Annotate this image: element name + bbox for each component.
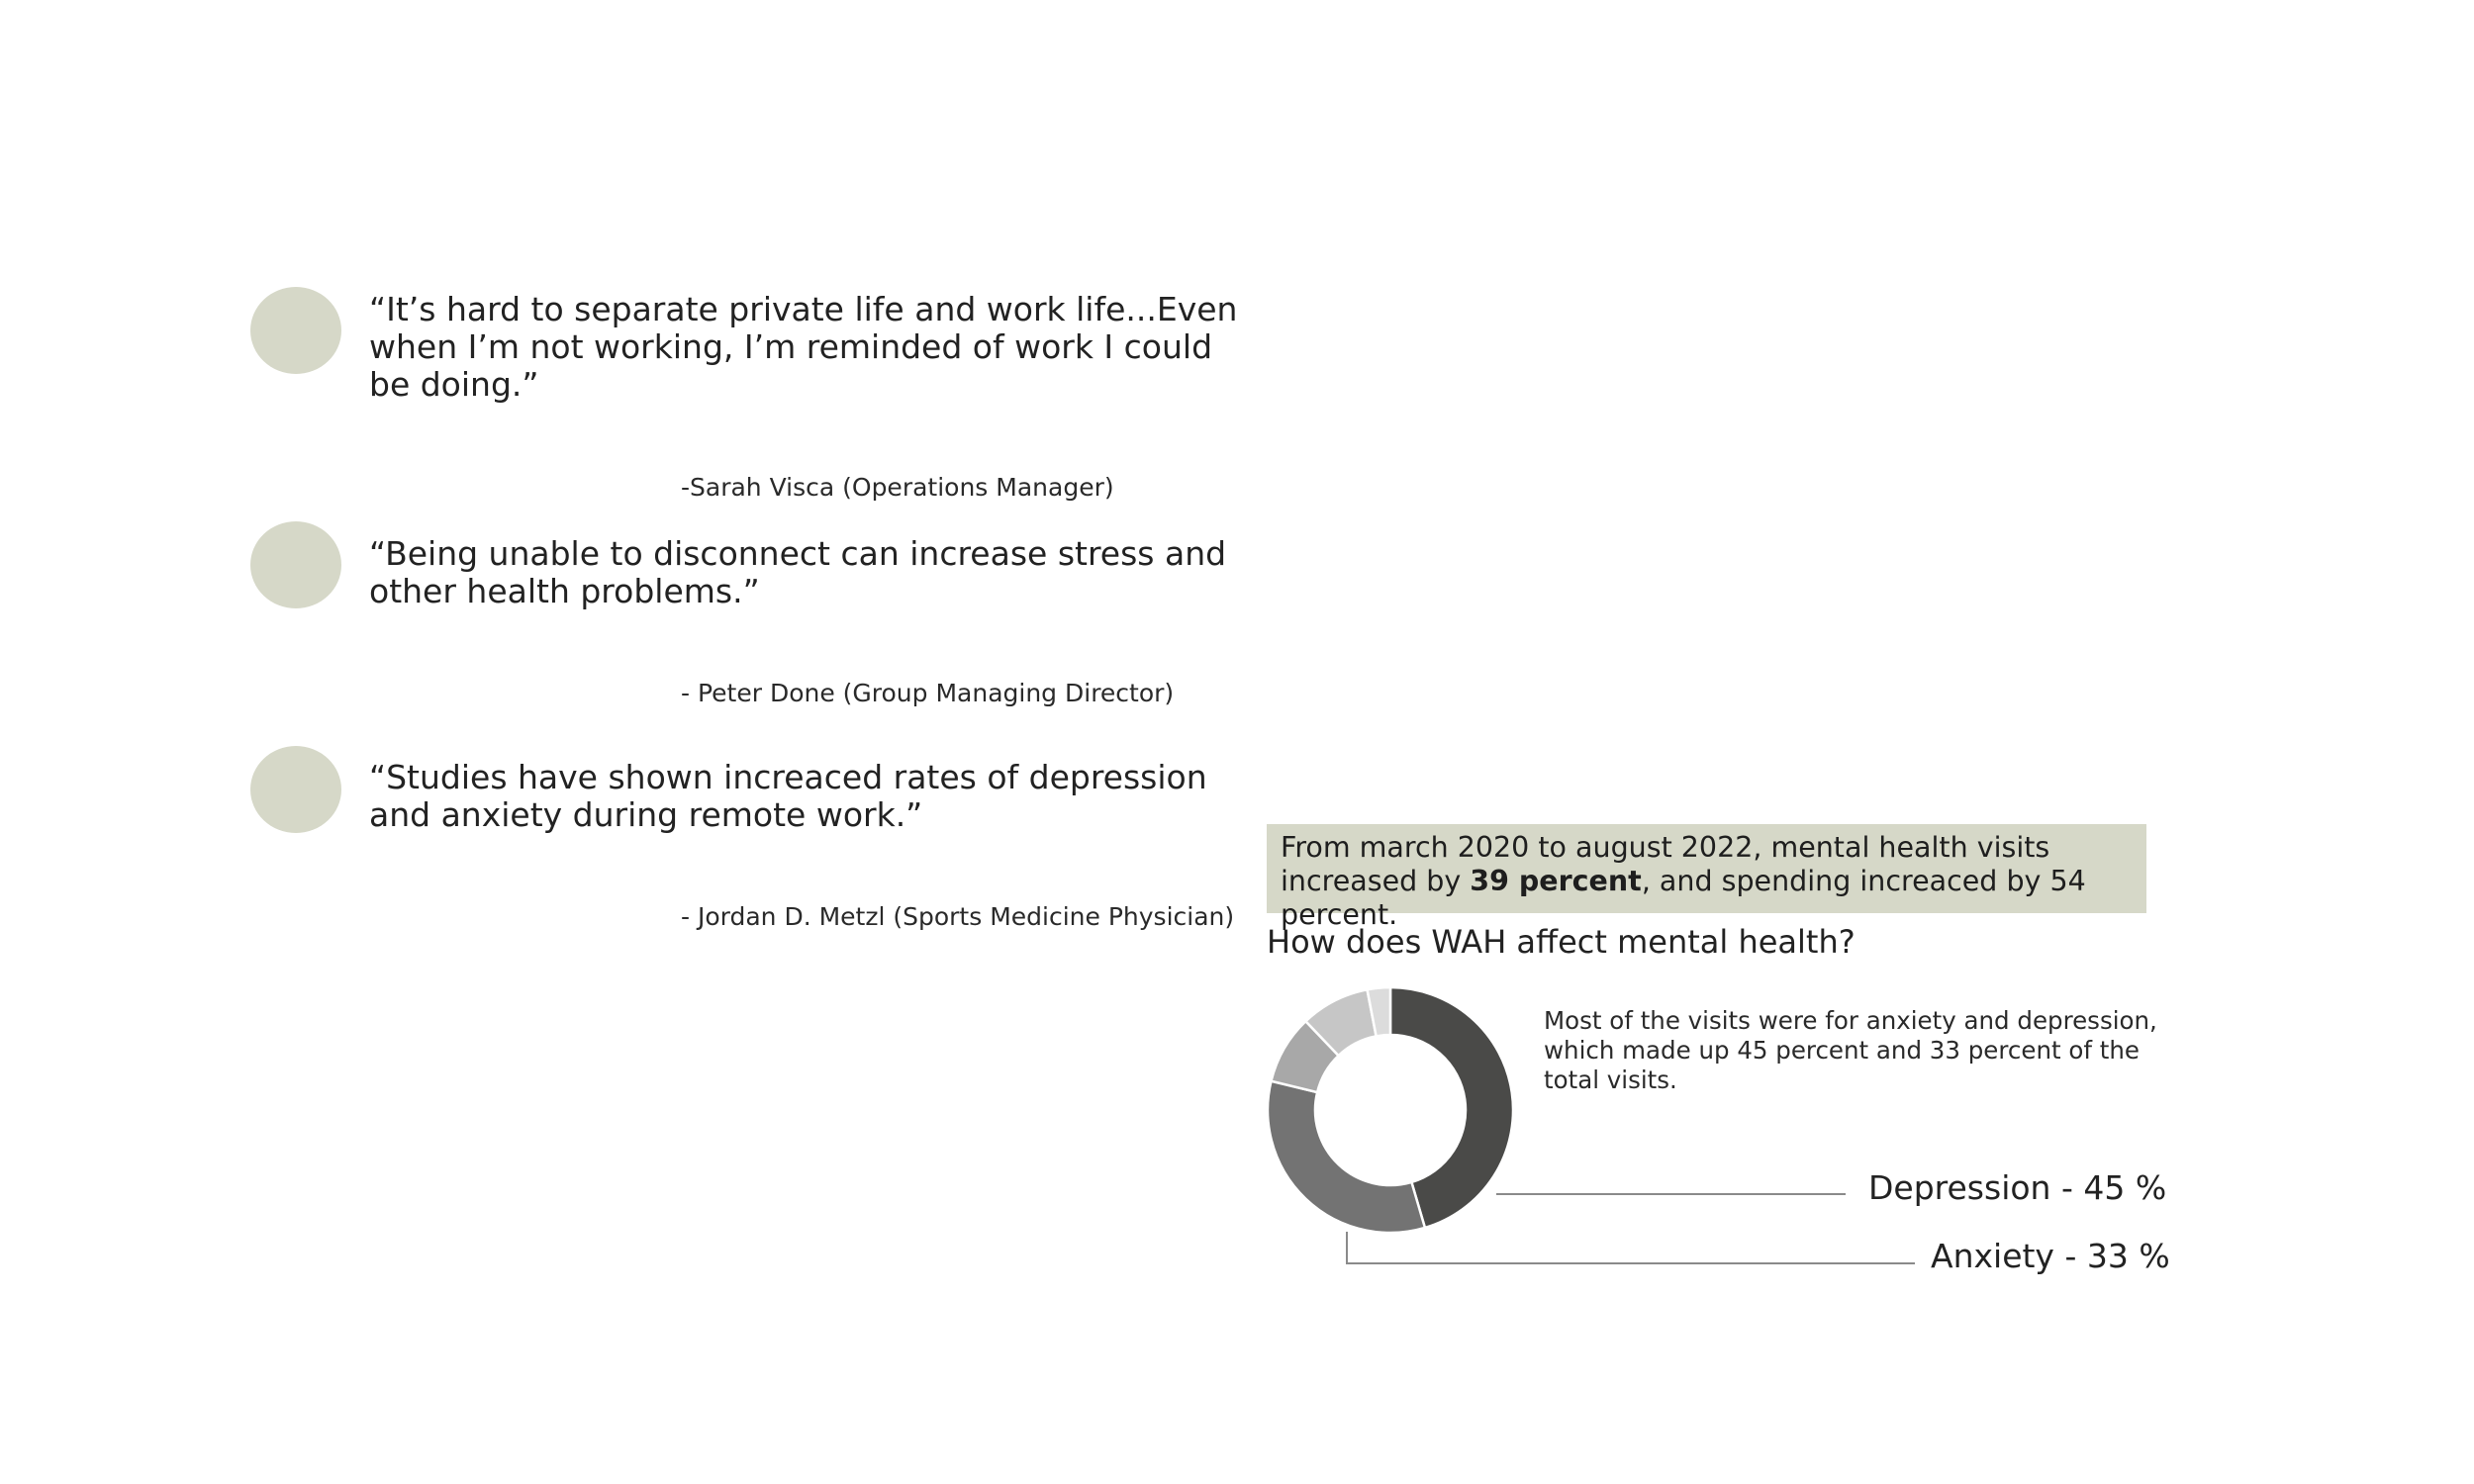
donut-slices [1268, 987, 1513, 1233]
chart-title: How does WAH affect mental health? [1267, 923, 1856, 961]
quote-text-2: “Being unable to disconnect can increase stress and other health problems.” [369, 534, 1227, 610]
quote-author-3: - Jordan D. Metzl (Sports Medicine Physician) [681, 902, 1235, 931]
stat-text-bold: 39 percent [1470, 865, 1642, 897]
stat-text-before: From march 2020 to august 2022, mental health visits increased by [1281, 831, 2050, 897]
chart-description: Most of the visits were for anxiety and depression, which made up 45 percent and 33 percent of the total visits. [1544, 1006, 2157, 1094]
depression-callout-label: Depression - 45 % [1868, 1168, 2167, 1207]
anxiety-callout-label: Anxiety - 33 % [1931, 1237, 2170, 1275]
anxiety-leader-line [1347, 1232, 1915, 1263]
quote-author-2-visible: - Peter Done (Group Managing Director) [681, 679, 1175, 707]
donut-slice-anxiety [1268, 1081, 1425, 1233]
quote-text-1: “It’s hard to separate private life and work life...Even when I’m not working, I’m reminded of work I could be doing.” [369, 290, 1238, 404]
quote-author-1: -Sarah Visca (Operations Manager) [681, 473, 1114, 502]
quote-text-3: “Studies have shown increaced rates of depression and anxiety during remote work.” [369, 758, 1207, 834]
stat-text-after: , and spending increaced by 54 percent. [1281, 865, 2086, 931]
